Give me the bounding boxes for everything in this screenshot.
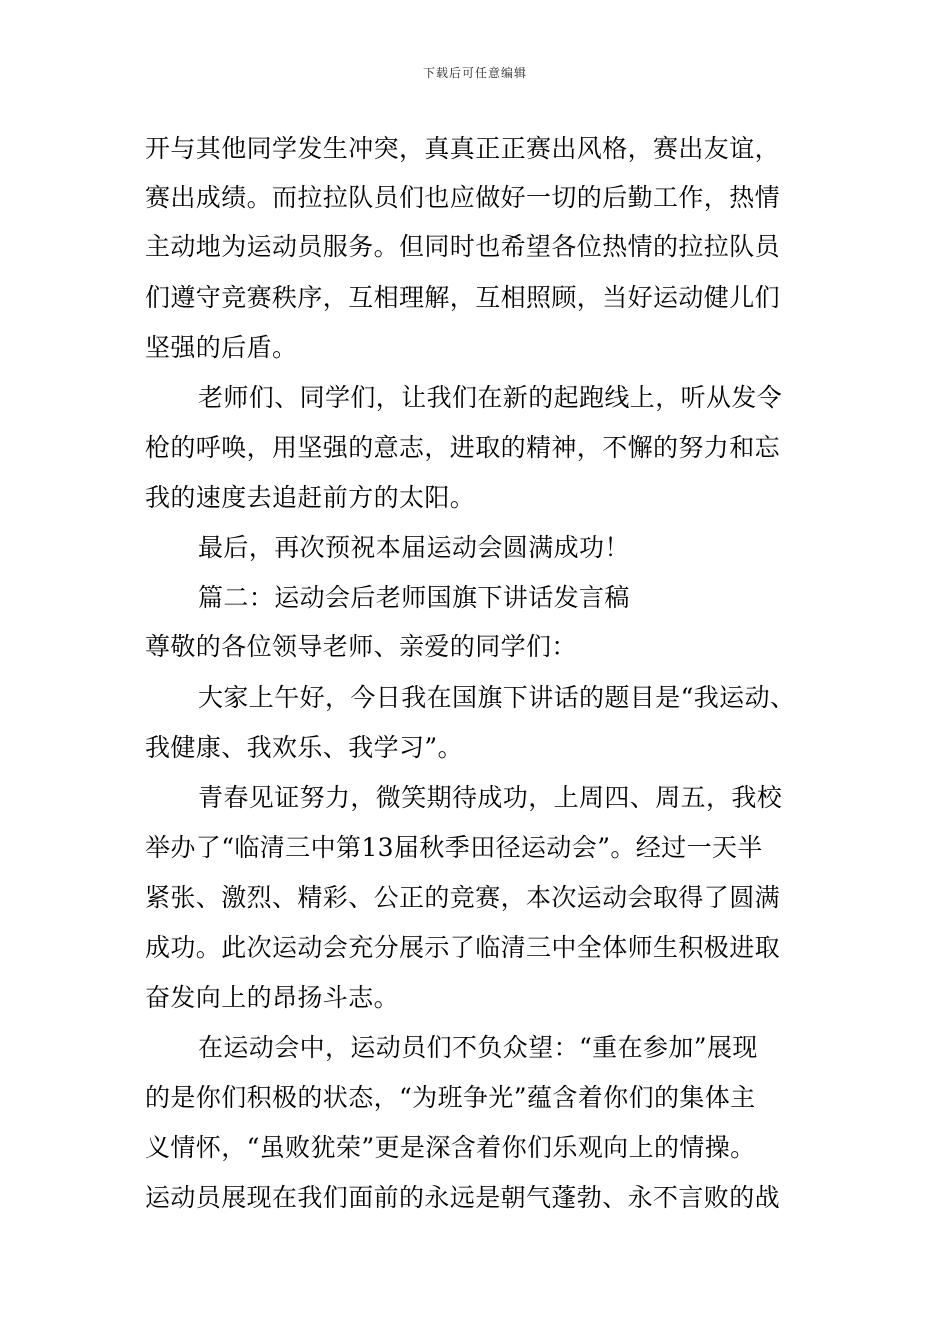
- text-line: 的是你们积极的状态，“为班争光”蕴含着你们的集体主: [145, 1083, 756, 1112]
- text-line: 大家上午好，今日我在国旗下讲话的题目是“我运动、: [198, 683, 796, 712]
- text-line: 我的速度去追赶前方的太阳。: [145, 483, 476, 512]
- text-line: 开与其他同学发生冲突，真真正正赛出风格，赛出友谊，: [145, 134, 781, 163]
- text-line: 义情怀，“虽败犹荣”更是深含着你们乐观向上的情操。: [145, 1133, 756, 1162]
- text-line: 赛出成绩。而拉拉队员们也应做好一切的后勤工作，热情: [145, 183, 781, 212]
- text-line: 枪的呼唤，用坚强的意志，进取的精神，不懈的努力和忘: [145, 433, 781, 462]
- text-line: 老师们、同学们，让我们在新的起跑线上，听从发令: [198, 383, 783, 412]
- text-line: 举办了“临清三中第13届秋季田径运动会”。经过一天半: [145, 833, 763, 862]
- text-line: 坚强的后盾。: [145, 333, 298, 362]
- text-line: 运动员展现在我们面前的永远是朝气蓬勃、永不言败的战: [145, 1183, 781, 1212]
- text-line: 在运动会中，运动员们不负众望：“重在参加”展现: [198, 1033, 758, 1062]
- text-line: 紧张、激烈、精彩、公正的竞赛，本次运动会取得了圆满: [145, 883, 781, 912]
- section-heading: 篇二：运动会后老师国旗下讲话发言稿: [198, 583, 630, 612]
- text-line: 青春见证努力，微笑期待成功，上周四、周五，我校: [198, 783, 783, 812]
- text-line: 奋发向上的昂扬斗志。: [145, 983, 400, 1012]
- text-line: 最后，再次预祝本届运动会圆满成功！: [198, 533, 630, 562]
- text-line: 主动地为运动员服务。但同时也希望各位热情的拉拉队员: [145, 232, 781, 261]
- text-line: 成功。此次运动会充分展示了临清三中全体师生积极进取: [145, 933, 781, 962]
- salutation: 尊敬的各位领导老师、亲爱的同学们：: [145, 632, 577, 661]
- text-line: 们遵守竞赛秩序，互相理解，互相照顾，当好运动健儿们: [145, 283, 781, 312]
- text-line: 我健康、我欢乐、我学习”。: [145, 733, 463, 762]
- page-header: 下载后可任意编辑: [422, 66, 527, 80]
